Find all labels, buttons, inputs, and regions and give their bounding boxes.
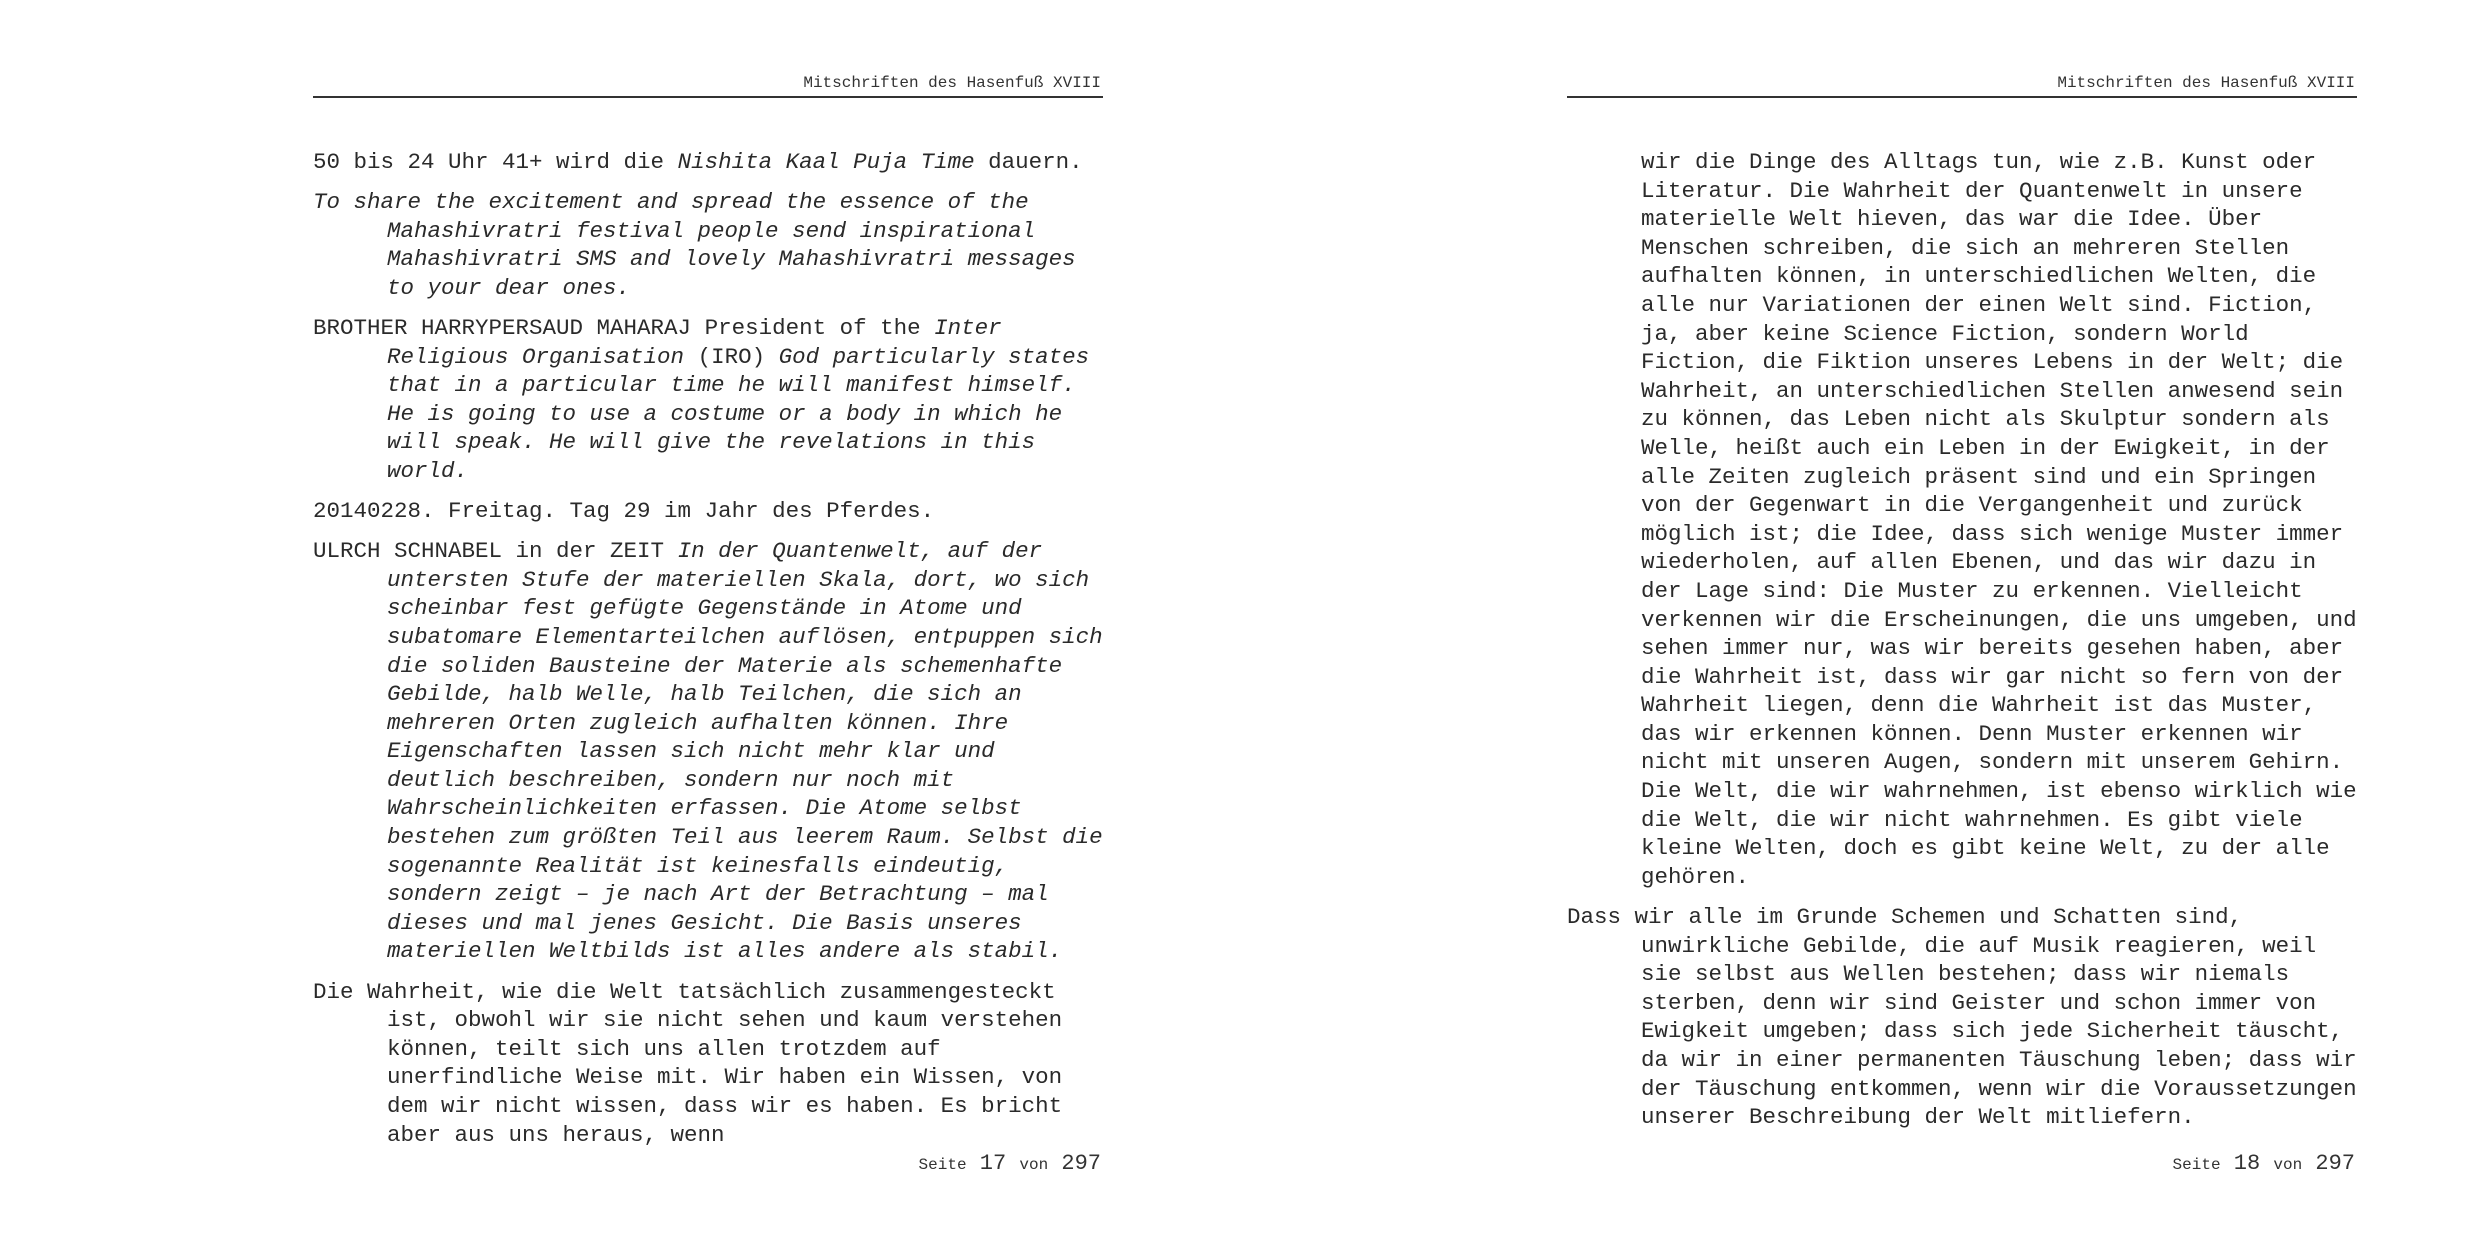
paragraph-italic-text: Nishita Kaal Puja Time: [677, 149, 975, 175]
paragraph: Dass wir alle im Grunde Schemen und Schatten sind, unwirkliche Gebilde, die auf Musik reagieren, weil sie selbst aus Wellen bestehen; dass wir niemals sterben, denn wir sind Geister und schon immer von Ewigkeit umgeben; dass sich jede Sicherheit täuscht, da wir in einer permanenten Täuschung leben; dass wir der Täuschung entkommen, wenn wir die Voraussetzungen unserer Beschreibung der Welt mitliefern.: [1567, 903, 2357, 1131]
footer-page-number: 17: [979, 1151, 1007, 1176]
right-page: [1567, 0, 2357, 1240]
paragraph-italic-text: Inter Religious Organisation: [387, 314, 1002, 370]
footer-total-pages: 297: [2315, 1151, 2355, 1176]
paragraph-italic-text: In der Quantenwelt, auf der untersten Stufe der materiellen Skala, dort, wo sich scheinbar fest gefügte Gegenstände in Atome und subatomare Elementarteilchen auflösen, entpuppen sich die soliden Bausteine der Materie als schemenhafte Gebilde, halb Welle, halb Teilchen, die sich an mehreren Orten zugleich aufhalten können. Ihre Eigenschaften lassen sich nicht mehr klar und deutlich beschreiben, sondern nur noch mit Wahrscheinlichkeiten erfassen. Die Atome selbst bestehen zum größten Teil aus leerem Raum. Selbst die sogenannte Realität ist keinesfalls eindeutig, sondern zeigt – je nach Art der Betrachtung – mal dieses und mal jenes Gesicht. Die Basis unseres materiellen Weltbilds ist alles andere als stabil.: [387, 538, 1103, 965]
page-footer: [2173, 1150, 2355, 1179]
paragraph: [313, 537, 1103, 966]
paragraph: [313, 314, 1103, 486]
paragraph-text: ULRCH SCHNABEL in der ZEIT: [313, 538, 678, 565]
footer-page-number: 18: [2233, 1151, 2261, 1176]
footer-of: von: [1019, 1156, 1049, 1174]
paragraph-text: BROTHER HARRYPERSAUD MAHARAJ President of the: [313, 314, 935, 341]
paragraph-italic-text: God particularly states that in a particular time he will manifest himself. He is going to use a costume or a body in which he will speak. He will give the revelations in this world.: [387, 343, 1090, 484]
paragraph-text: dauern.: [974, 149, 1083, 175]
paragraph-quote: To share the excitement and spread the essence of the Mahashivratri festival people send inspirational Mahashivratri SMS and lovely Mahashivratri messages to your dear ones.: [313, 189, 1076, 301]
footer-of: von: [2273, 1156, 2303, 1174]
page-body: [1567, 148, 2357, 1143]
page-footer: [919, 1150, 1101, 1179]
paragraph-continued: wir die Dinge des Alltags tun, wie z.B. Kunst oder Literatur. Die Wahrheit der Quantenwelt in unsere materielle Welt hieven, das war die Idee. Über Menschen schreiben, die sich an mehreren Stellen aufhalten können, in unterschiedlichen Welten, die alle nur Variationen der einen Welt sind. Fiction, ja, aber keine Science Fiction, sondern World Fiction, die Fiktion unseres Lebens in der Welt; die Wahrheit, an unterschiedlichen Stellen anwesend sein zu können, das Leben nicht als Skulptur sondern als Welle, heißt auch ein Leben in der Ewigkeit, in der alle Zeiten zugleich präsent sind und ein Springen von der Gegenwart in die Vergangenheit und zurück möglich ist; die Idee, dass sich wenige Muster immer wiederholen, auf allen Ebenen, und das wir dazu in der Lage sind: Die Muster zu erkennen. Vielleicht verkennen wir die Erscheinungen, die uns umgeben, und sehen immer nur, was wir bereits gesehen haben, aber die Wahrheit ist, dass wir gar nicht so fern von der Wahrheit liegen, denn die Wahrheit ist das Muster, das wir erkennen können. Denn Muster erkennen wir nicht mit unseren Augen, sondern mit unserem Gehirn. Die Welt, die wir wahrnehmen, ist ebenso wirklich wie die Welt, die wir nicht wahrnehmen. Es gibt viele kleine Welten, doch es gibt keine Welt, zu der alle gehören.: [1641, 149, 2357, 890]
paragraph: [313, 148, 1103, 177]
page-body: [313, 148, 1103, 1161]
running-header: Mitschriften des Hasenfuß XVIII: [313, 72, 1103, 98]
left-page: [313, 0, 1103, 1240]
paragraph: Die Wahrheit, wie die Welt tatsächlich zusammengesteckt ist, obwohl wir sie nicht sehen und kaum verstehen können, teilt sich uns allen trotzdem auf unerfindliche Weise mit. Wir haben ein Wissen, von dem wir nicht wissen, dass wir es haben. Es bricht aber aus uns heraus, wenn: [313, 978, 1063, 1148]
date-entry: 20140228. Freitag. Tag 29 im Jahr des Pferdes.: [313, 498, 935, 525]
running-header: Mitschriften des Hasenfuß XVIII: [1567, 72, 2357, 98]
footer-label: Seite: [918, 1156, 967, 1174]
footer-label: Seite: [2172, 1156, 2221, 1174]
paragraph-text: (IRO): [684, 343, 779, 370]
paragraph-text: 50 bis 24 Uhr 41+ wird die: [313, 149, 678, 175]
footer-total-pages: 297: [1061, 1151, 1101, 1176]
